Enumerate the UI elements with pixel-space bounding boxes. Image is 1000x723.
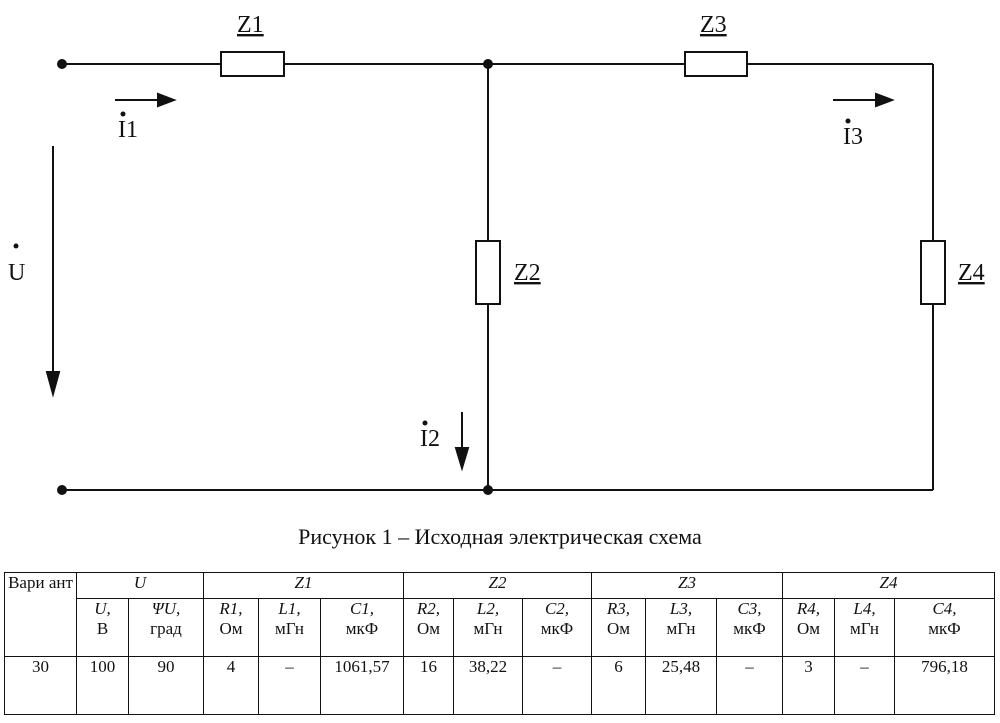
column-header-symbol: C4, <box>932 599 957 618</box>
column-header-symbol: L1, <box>278 599 301 618</box>
column-header-unit: мГн <box>666 619 696 638</box>
table-cell: 6 <box>592 657 646 715</box>
column-header-symbol: R2, <box>416 599 441 618</box>
column-header <box>835 599 895 657</box>
table-header-row-groups <box>5 573 995 599</box>
column-header <box>783 599 835 657</box>
column-header-unit: мкФ <box>733 619 766 638</box>
column-header <box>259 599 321 657</box>
column-header-symbol: U, <box>94 599 111 618</box>
i1-label: I1 <box>118 117 138 143</box>
table-cell: 90 <box>129 657 204 715</box>
column-header-unit: Ом <box>796 619 821 638</box>
column-header-unit: Ом <box>219 619 243 638</box>
column-header-symbol: ΨU, <box>151 599 181 618</box>
i2-label: I2 <box>420 426 440 452</box>
table-cell: – <box>835 657 895 715</box>
column-header-symbol: L4, <box>853 599 876 618</box>
column-header <box>717 599 783 657</box>
z1-resistor <box>221 52 284 76</box>
column-header-symbol: C3, <box>737 599 762 618</box>
column-header-unit: град <box>150 619 182 638</box>
column-header-unit: мкФ <box>540 619 574 638</box>
table-cell: 1061,57 <box>321 657 404 715</box>
column-header <box>77 599 129 657</box>
column-header <box>204 599 259 657</box>
i3-arrowhead <box>876 94 892 106</box>
column-header-symbol: R4, <box>796 599 821 618</box>
column-header-unit: В <box>96 619 109 638</box>
column-header-symbol: R1, <box>219 599 243 618</box>
z3-label: Z3 <box>700 12 727 38</box>
group-header-z3: Z3 <box>592 573 783 599</box>
column-header-unit: мГн <box>274 619 305 638</box>
column-header <box>646 599 717 657</box>
group-header-u: U <box>77 573 204 599</box>
table-cell: – <box>717 657 783 715</box>
z4-resistor <box>921 241 945 304</box>
variant-header: Вари ант <box>5 573 77 657</box>
i2-arrowhead <box>456 448 468 468</box>
i2-dot <box>423 421 428 426</box>
column-header <box>129 599 204 657</box>
column-header-symbol: C1, <box>349 599 375 618</box>
voltage-label: U <box>8 260 26 286</box>
column-header-unit: мГн <box>473 619 503 638</box>
column-header <box>895 599 995 657</box>
z2-resistor <box>476 241 500 304</box>
parameters-table <box>4 572 995 715</box>
voltage-arrowhead <box>47 372 59 394</box>
column-header-unit: Ом <box>416 619 441 638</box>
column-header <box>404 599 454 657</box>
column-header-symbol: L3, <box>669 599 693 618</box>
i1-arrowhead <box>158 94 174 106</box>
table-cell: 796,18 <box>895 657 995 715</box>
z1-label: Z1 <box>237 12 264 38</box>
i3-label: I3 <box>843 124 863 150</box>
column-header <box>321 599 404 657</box>
table-cell: 16 <box>404 657 454 715</box>
group-header-z2: Z2 <box>404 573 592 599</box>
i3-dot <box>846 119 851 124</box>
table-cell: 25,48 <box>646 657 717 715</box>
column-header-unit: Ом <box>606 619 631 638</box>
group-header-z4: Z4 <box>783 573 995 599</box>
column-header-symbol: L2, <box>476 599 500 618</box>
z3-resistor <box>685 52 747 76</box>
column-header <box>523 599 592 657</box>
voltage-dot <box>14 244 19 249</box>
table-cell: 4 <box>204 657 259 715</box>
terminal-top <box>57 59 67 69</box>
column-header <box>454 599 523 657</box>
variant-value: 30 <box>5 657 77 715</box>
column-header-unit: мкФ <box>345 619 379 638</box>
terminal-bottom <box>57 485 67 495</box>
group-header-z1: Z1 <box>204 573 404 599</box>
table-cell: 3 <box>783 657 835 715</box>
column-header <box>592 599 646 657</box>
table-cell: 100 <box>77 657 129 715</box>
z2-label: Z2 <box>514 260 541 286</box>
table-cell: – <box>259 657 321 715</box>
z4-label: Z4 <box>958 260 985 286</box>
node-bottom <box>483 485 493 495</box>
column-header-unit: мкФ <box>928 619 961 638</box>
node-top <box>483 59 493 69</box>
column-header-symbol: R3, <box>606 599 631 618</box>
column-header-unit: мГн <box>849 619 880 638</box>
i1-dot <box>121 112 126 117</box>
table-header-row-columns <box>5 599 995 657</box>
table-cell: – <box>523 657 592 715</box>
column-header-symbol: C2, <box>544 599 570 618</box>
figure-caption: Рисунок 1 – Исходная электрическая схема <box>298 524 702 549</box>
table-row <box>5 657 995 715</box>
table-cell: 38,22 <box>454 657 523 715</box>
